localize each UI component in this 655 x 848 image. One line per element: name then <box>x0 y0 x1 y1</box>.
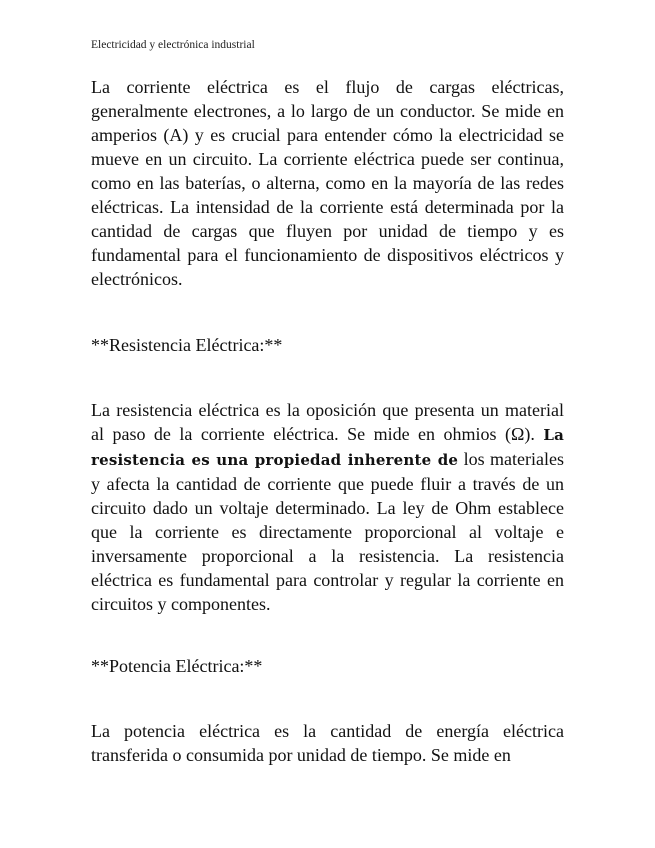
heading-resistencia: **Resistencia Eléctrica:** <box>91 335 283 355</box>
running-header: Electricidad y electrónica industrial <box>91 39 255 51</box>
paragraph-resistencia-emphasis: La resistencia es una propiedad inherente de <box>91 426 564 469</box>
heading-potencia: **Potencia Eléctrica:** <box>91 656 263 676</box>
ohm-symbol: (Ω). <box>504 424 535 444</box>
paragraph-resistencia-start: La resistencia eléctrica es la oposición que presenta un material al paso de la corriente eléctrica. Se mide en ohmios <box>91 400 564 444</box>
paragraph-resistencia <box>91 398 564 616</box>
paragraph-potencia: La potencia eléctrica es la cantidad de energía eléctrica transferida o consumida por unidad de tiempo. Se mide en <box>91 721 564 765</box>
paragraph-corriente: La corriente eléctrica es el flujo de cargas eléctricas, generalmente electrones, a lo largo de un conductor. Se mide en amperios (A) y es crucial para entender cómo la electricidad se mueve en un circuito. La corriente eléctrica puede ser continua, como en las baterías, o alterna, como en la mayoría de las redes eléctricas. La intensidad de la corriente está determinada por la cantidad de cargas que fluyen por unidad de tiempo y es fundamental para el funcionamiento de dispositivos eléctricos y electrónicos. <box>91 77 564 289</box>
paragraph-resistencia-end: los materiales y afecta la cantidad de corriente que puede fluir a través de un circuito dado un voltaje determinado. La ley de Ohm establece que la corriente es directamente proporcional al voltaje e inversamente proporcional a la resistencia. La resistencia eléctrica es fundamental para controlar y regular la corriente en circuitos y componentes. <box>91 449 564 614</box>
